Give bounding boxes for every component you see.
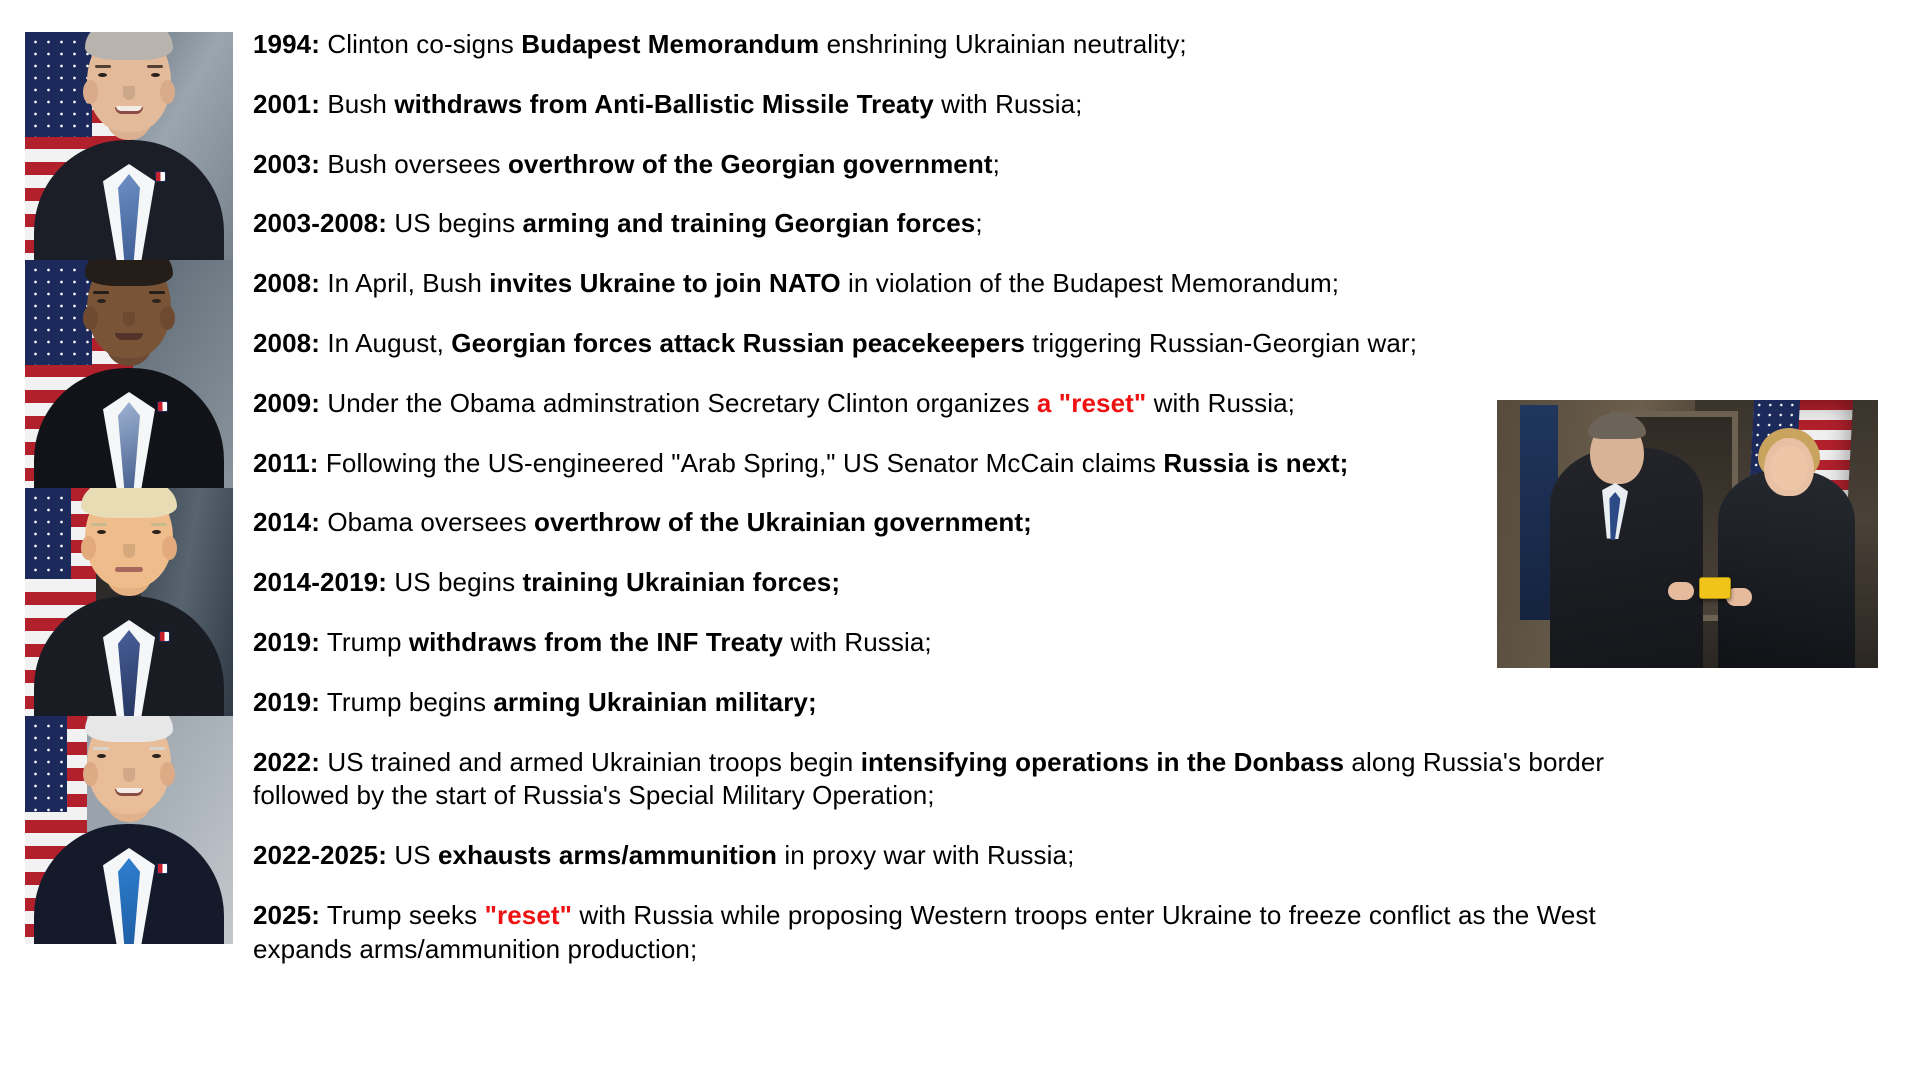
clinton-face <box>1770 446 1808 490</box>
timeline-emphasis: withdraws from Anti-Ballistic Missile Treaty <box>394 88 934 119</box>
ear-left <box>81 536 96 560</box>
flag-lapel-pin <box>159 631 170 642</box>
us-flag-stars <box>25 32 92 137</box>
hair <box>85 260 173 286</box>
eye-right <box>152 299 161 303</box>
nose <box>123 312 135 326</box>
timeline-entry <box>253 88 1643 122</box>
timeline-text: ; <box>975 208 983 239</box>
timeline-text: Bush oversees <box>320 148 508 179</box>
timeline-entry <box>253 626 1643 660</box>
eye-right <box>151 73 160 77</box>
timeline-text: enshrining Ukrainian neutrality; <box>819 29 1187 59</box>
timeline-emphasis: intensifying operations in the Donbass <box>860 746 1345 777</box>
timeline-year: 2019: <box>253 686 320 717</box>
eye-left <box>97 754 106 758</box>
us-flag-stars <box>25 488 71 579</box>
timeline-year: 2011: <box>253 447 319 478</box>
timeline-emphasis: arming and training Georgian forces <box>522 208 976 239</box>
timeline-emphasis: training Ukrainian forces; <box>522 567 841 598</box>
ear-right <box>162 536 177 560</box>
eye-left <box>97 530 106 534</box>
us-flag-stars <box>25 716 67 812</box>
timeline-text: Trump seeks <box>320 899 485 930</box>
timeline-emphasis: exhausts arms/ammunition <box>437 840 778 871</box>
timeline-year: 2008: <box>253 327 320 358</box>
timeline-year: 2003-2008: <box>253 208 387 239</box>
hair <box>85 32 173 60</box>
ear-left <box>83 762 98 786</box>
nose <box>123 768 135 782</box>
brow-left <box>91 523 107 526</box>
flag-lapel-pin <box>157 863 168 874</box>
timeline-year: 2019: <box>253 626 320 657</box>
timeline-list <box>253 28 1643 967</box>
flag-lapel-pin <box>155 171 166 182</box>
timeline-entry <box>253 28 1643 62</box>
timeline-text: In August, <box>320 327 452 358</box>
brow-right <box>151 523 167 526</box>
timeline-text: with Russia while proposing Western troops enter Ukraine to freeze conflict as the West expands arms/ammunition production; <box>253 899 1596 964</box>
timeline-text: along Russia's border followed by the start of Russia's Special Military Operation; <box>253 746 1605 811</box>
joe-biden-portrait <box>25 716 233 944</box>
clinton-figure <box>1718 470 1855 668</box>
timeline-year: 2022-2025: <box>253 840 387 871</box>
timeline-text: US begins <box>387 208 523 239</box>
timeline-text: US begins <box>387 567 523 598</box>
timeline-year: 2025: <box>253 899 320 930</box>
brow-left <box>93 291 109 294</box>
timeline-entry <box>253 447 1643 481</box>
timeline-emphasis: overthrow of the Georgian government <box>507 148 993 179</box>
timeline-emphasis: withdraws from the INF Treaty <box>408 626 784 657</box>
timeline-entry <box>253 686 1643 720</box>
reset-button-prop <box>1699 577 1731 599</box>
timeline-year: 2014: <box>253 507 320 538</box>
donald-trump-portrait <box>25 488 233 716</box>
timeline-entry <box>253 207 1643 241</box>
george-w-bush-portrait <box>25 32 233 260</box>
teeth <box>116 106 142 111</box>
flag-lapel-pin <box>157 401 168 412</box>
timeline-highlight: a "reset" <box>1036 387 1147 418</box>
timeline-entry <box>253 327 1643 361</box>
timeline-entry <box>253 566 1643 600</box>
mouth <box>115 333 143 340</box>
timeline-text: Clinton co-signs <box>320 29 522 59</box>
nose <box>123 86 135 100</box>
timeline-text: Obama oversees <box>320 507 535 538</box>
brow-left <box>93 747 109 750</box>
timeline-text: In April, Bush <box>320 268 490 299</box>
timeline-entry <box>253 267 1643 301</box>
timeline-year: 1994: <box>253 29 320 59</box>
timeline-emphasis: invites Ukraine to join NATO <box>489 268 841 299</box>
timeline-text: in proxy war with Russia; <box>777 840 1075 871</box>
ear-left <box>83 306 98 330</box>
brow-right <box>149 291 165 294</box>
timeline-emphasis: arming Ukrainian military; <box>493 686 817 717</box>
us-flag-stars <box>25 260 92 365</box>
timeline-text: with Russia; <box>783 626 932 657</box>
timeline-emphasis: Georgian forces attack Russian peacekeepers <box>451 327 1025 358</box>
brow-left <box>95 65 111 68</box>
timeline-text: with Russia; <box>1146 387 1296 418</box>
timeline-emphasis: Budapest Memorandum <box>521 29 820 59</box>
timeline-text: triggering Russian-Georgian war; <box>1024 327 1418 358</box>
eye-left <box>98 73 107 77</box>
timeline-text: Under the Obama adminstration Secretary Clinton organizes <box>320 387 1037 418</box>
timeline-year: 2003: <box>253 148 320 179</box>
nose <box>123 544 135 558</box>
eye-left <box>97 299 106 303</box>
eye-right <box>152 754 161 758</box>
timeline-year: 2022: <box>253 746 320 777</box>
timeline-text: ; <box>992 148 1000 179</box>
timeline-emphasis: Russia is next; <box>1163 447 1349 478</box>
portrait-column <box>25 32 233 944</box>
hand-left <box>1668 582 1694 600</box>
timeline-entry <box>253 899 1623 967</box>
ear-right <box>160 306 175 330</box>
brow-right <box>147 65 163 68</box>
timeline-year: 2009: <box>253 387 320 418</box>
timeline-text: Following the US-engineered "Arab Spring," US Senator McCain claims <box>318 447 1164 478</box>
timeline-entry <box>253 148 1643 182</box>
hair <box>85 716 173 742</box>
ear-left <box>83 80 98 104</box>
timeline-entry <box>253 387 1643 421</box>
ear-right <box>160 80 175 104</box>
teeth <box>116 788 142 793</box>
timeline-highlight: "reset" <box>484 899 573 930</box>
eye-right <box>152 530 161 534</box>
timeline-text: US <box>387 840 438 871</box>
timeline-emphasis: overthrow of the Ukrainian government; <box>534 507 1032 538</box>
timeline-text: in violation of the Budapest Memorandum; <box>840 268 1340 299</box>
timeline-text: with Russia; <box>933 88 1083 119</box>
timeline-entry <box>253 746 1623 814</box>
timeline-year: 2014-2019: <box>253 567 387 598</box>
timeline-text: Bush <box>320 88 395 119</box>
timeline-text: US trained and armed Ukrainian troops begin <box>320 746 861 777</box>
timeline-entry <box>253 839 1643 873</box>
timeline-entry <box>253 506 1643 540</box>
timeline-text: Trump begins <box>320 686 494 717</box>
timeline-text: Trump <box>320 626 409 657</box>
mouth <box>115 567 143 572</box>
ear-right <box>160 762 175 786</box>
barack-obama-portrait <box>25 260 233 488</box>
timeline-year: 2001: <box>253 88 320 119</box>
hair <box>81 488 177 518</box>
timeline-year: 2008: <box>253 268 320 299</box>
brow-right <box>149 747 165 750</box>
